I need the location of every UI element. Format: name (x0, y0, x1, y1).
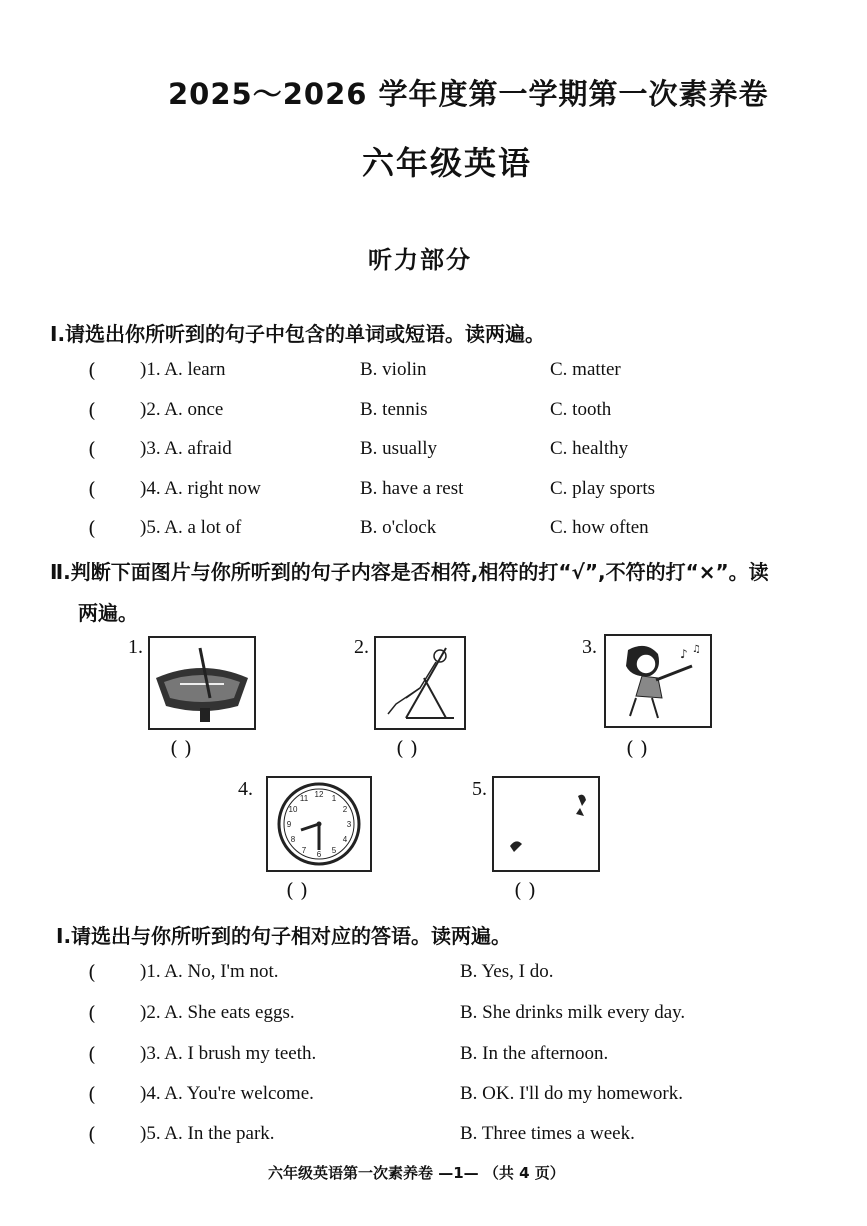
picture-label: 3. (582, 636, 597, 658)
question-option-c: C. how often (550, 517, 649, 538)
svg-text:9: 9 (286, 820, 292, 829)
answer-paren[interactable]: ( ) (514, 878, 536, 902)
question-option-b: B. tennis (360, 399, 428, 420)
response-option-b: B. OK. I'll do my homework. (460, 1083, 683, 1104)
svg-text:2: 2 (342, 805, 348, 814)
answer-paren[interactable]: ( (88, 398, 96, 422)
page-footer: 六年级英语第一次素养卷 —1— （共 4 页） (268, 1164, 565, 1182)
scattered-marks-icon (492, 776, 600, 872)
question-option-b: B. violin (360, 359, 427, 380)
answer-paren[interactable]: ( ) (170, 736, 192, 760)
answer-paren[interactable]: ( (88, 437, 96, 461)
clock-icon (266, 776, 372, 872)
answer-paren[interactable]: ( ) (286, 878, 308, 902)
answer-paren[interactable]: ( (88, 960, 96, 984)
question-option-c: C. play sports (550, 478, 656, 499)
question-option-a: )3. A. afraid (140, 438, 232, 459)
answer-paren[interactable]: ( (88, 1042, 96, 1066)
question-option-b: B. have a rest (360, 478, 464, 499)
boat-icon (148, 636, 256, 730)
response-option-b: B. She drinks milk every day. (460, 1002, 686, 1023)
question-option-a: )2. A. once (140, 399, 224, 420)
svg-text:11: 11 (299, 794, 309, 803)
answer-paren[interactable]: ( (88, 477, 96, 501)
section1-heading: Ⅰ.请选出你所听到的句子中包含的单词或短语。读两遍。 (50, 322, 546, 346)
picture-label: 2. (354, 636, 369, 658)
response-option-b: B. Yes, I do. (460, 961, 554, 982)
exam-subtitle: 六年级英语 (362, 144, 533, 182)
svg-text:7: 7 (301, 846, 307, 855)
question-option-a: )4. A. right now (140, 478, 261, 499)
response-option-a: )2. A. She eats eggs. (140, 1002, 295, 1023)
answer-paren[interactable]: ( (88, 1122, 96, 1146)
question-option-c: C. healthy (550, 438, 629, 459)
beach-chair-icon (374, 636, 466, 730)
girl-violin-icon (604, 634, 712, 728)
section3-heading: Ⅰ.请选出与你所听到的句子相对应的答语。读两遍。 (56, 924, 512, 948)
answer-paren[interactable]: ( (88, 1001, 96, 1025)
question-option-a: )5. A. a lot of (140, 517, 242, 538)
response-option-a: )4. A. You're welcome. (140, 1083, 314, 1104)
section2-heading: Ⅱ.判断下面图片与你所听到的句子内容是否相符,相符的打“√”,不符的打“×”。读 (50, 560, 769, 584)
question-option-c: C. matter (550, 359, 621, 380)
picture-label: 1. (128, 636, 143, 658)
svg-text:12: 12 (314, 790, 324, 799)
svg-text:♫: ♫ (692, 644, 701, 655)
question-option-a: )1. A. learn (140, 359, 226, 380)
picture-label: 5. (472, 778, 487, 800)
response-option-a: )5. A. In the park. (140, 1123, 275, 1144)
svg-text:8: 8 (290, 835, 296, 844)
response-option-b: B. Three times a week. (460, 1123, 635, 1144)
answer-paren[interactable]: ( (88, 358, 96, 382)
answer-paren[interactable]: ( ) (626, 736, 648, 760)
answer-paren[interactable]: ( (88, 516, 96, 540)
svg-text:5: 5 (331, 846, 337, 855)
response-option-a: )1. A. No, I'm not. (140, 961, 279, 982)
svg-text:3: 3 (346, 820, 352, 829)
response-option-a: )3. A. I brush my teeth. (140, 1043, 317, 1064)
answer-paren[interactable]: ( ) (396, 736, 418, 760)
svg-text:4: 4 (342, 835, 348, 844)
picture-label: 4. (238, 778, 253, 800)
svg-text:6: 6 (316, 850, 322, 859)
question-option-b: B. usually (360, 438, 438, 459)
question-option-c: C. tooth (550, 399, 612, 420)
svg-text:♪: ♪ (680, 647, 688, 661)
answer-paren[interactable]: ( (88, 1082, 96, 1106)
response-option-b: B. In the afternoon. (460, 1043, 609, 1064)
section2-heading-cont: 两遍。 (78, 601, 138, 625)
question-option-b: B. o'clock (360, 517, 437, 538)
exam-title: 2025～2026 学年度第一学期第一次素养卷 (168, 77, 769, 111)
svg-text:10: 10 (288, 805, 298, 814)
svg-text:1: 1 (331, 794, 337, 803)
part-heading: 听力部分 (368, 246, 472, 274)
